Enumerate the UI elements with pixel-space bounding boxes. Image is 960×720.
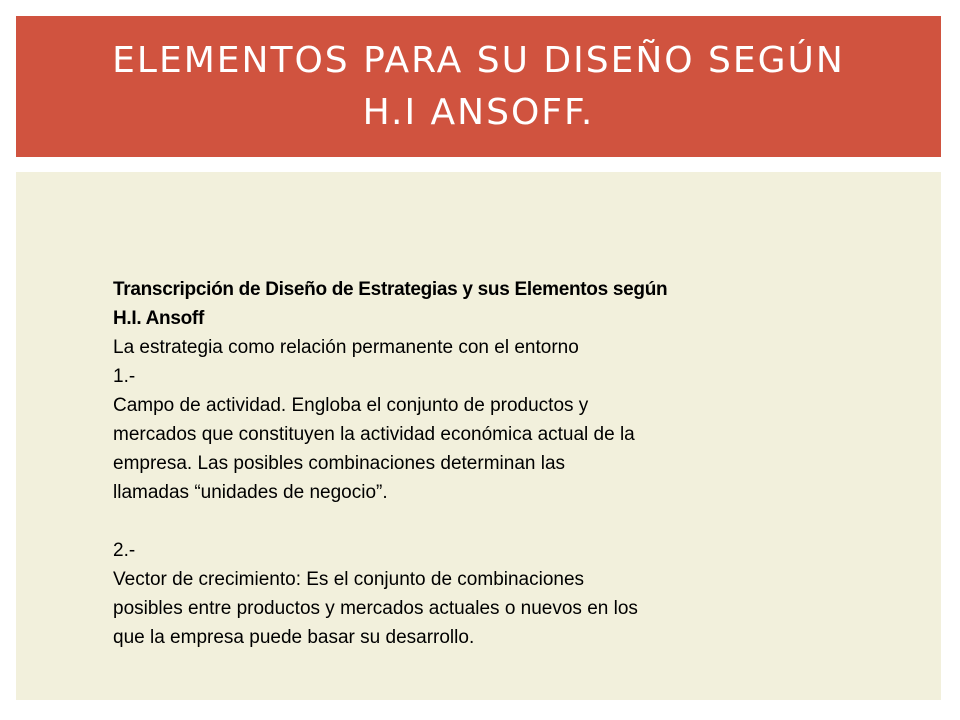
item-2-line: Vector de crecimiento: Es el conjunto de combinaciones bbox=[113, 569, 585, 590]
title-bar bbox=[16, 16, 941, 157]
body-text bbox=[113, 275, 773, 652]
item-1-line: llamadas “unidades de negocio”. bbox=[113, 482, 388, 503]
item-1-line: mercados que constituyen la actividad económica actual de la bbox=[113, 424, 635, 445]
heading-line-2: H.I. Ansoff bbox=[113, 308, 204, 329]
heading-line-1: Transcripción de Diseño de Estrategias y sus Elementos según bbox=[113, 279, 668, 300]
item-2-line: posibles entre productos y mercados actuales o nuevos en los bbox=[113, 598, 638, 619]
item-2-number: 2.- bbox=[113, 540, 136, 561]
item-1-line: Campo de actividad. Engloba el conjunto de productos y bbox=[113, 395, 589, 416]
slide-title-line-1: ELEMENTOS PARA SU DISEÑO SEGÚN bbox=[112, 39, 845, 81]
paragraph-spacer bbox=[113, 507, 773, 536]
slide-title-line-2: H.I ANSOFF. bbox=[362, 91, 595, 133]
intro-text: La estrategia como relación permanente con el entorno bbox=[113, 337, 579, 358]
item-1-line: empresa. Las posibles combinaciones determinan las bbox=[113, 453, 566, 474]
content-panel bbox=[16, 172, 941, 700]
item-1-number: 1.- bbox=[113, 366, 136, 387]
item-2-line: que la empresa puede basar su desarrollo. bbox=[113, 627, 475, 648]
